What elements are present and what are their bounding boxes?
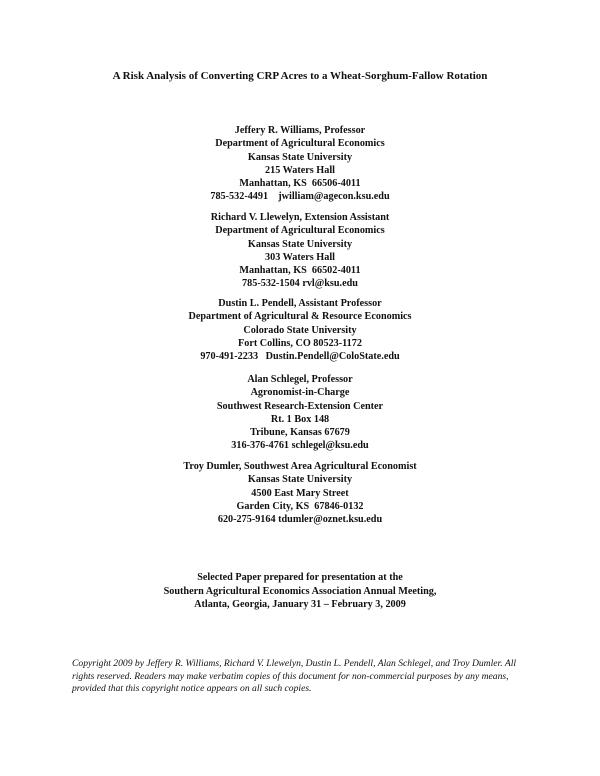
author-block-pendell [0,297,600,363]
author-department: Department of Agricultural Economics [215,138,385,150]
presentation-note-line: Atlanta, Georgia, January 31 – February 3, 2009 [194,599,406,610]
author-institution: Colorado State University [243,324,357,336]
presentation-note-line: Selected Paper prepared for presentation at the [197,572,403,583]
author-name: Richard V. Llewelyn, Extension Assistant [210,212,390,223]
author-role: Agronomist-in-Charge [250,387,350,399]
author-contact: 785-532-4491 jwilliam@agecon.ksu.edu [210,191,390,203]
author-department: Department of Agricultural & Resource Economics [188,311,412,323]
author-city: Manhattan, KS 66506-4011 [239,178,361,190]
presentation-note-line: Southern Agricultural Economics Association Annual Meeting, [163,585,437,597]
author-block-llewelyn [0,211,600,291]
author-block-dumler [0,460,600,526]
author-institution: Southwest Research-Extension Center [216,400,384,412]
author-block-schlegel [0,373,600,453]
presentation-note [0,571,600,612]
author-name: Troy Dumler, Southwest Area Agricultural Economist [183,461,417,472]
author-address: 4500 East Mary Street [251,487,349,499]
copyright-notice: Copyright 2009 by Jeffery R. Williams, Richard V. Llewelyn, Dustin L. Pendell, Alan Schlegel, and Troy Dumler. All rights reserved. Readers may make verbatim copies of this document for non-commercial purposes by any means, provided that this copyright notice appears on all such copies. [72,658,517,695]
author-contact: 620-275-9164 tdumler@oznet.ksu.edu [217,514,383,526]
author-address: 215 Waters Hall [265,164,335,176]
author-city: Fort Collins, CO 80523-1172 [238,337,362,349]
author-institution: Kansas State University [247,474,353,486]
author-city: Manhattan, KS 66502-4011 [239,265,361,277]
author-block-williams [0,124,600,204]
author-name: Dustin L. Pendell, Assistant Professor [218,298,382,309]
author-institution: Kansas State University [247,151,353,163]
author-contact: 970-491-2233 Dustin.Pendell@ColoState.edu [200,351,400,363]
author-address: Rt. 1 Box 148 [270,413,330,425]
author-contact: 316-376-4761 schlegel@ksu.edu [231,440,369,452]
author-name: Jeffery R. Williams, Professor [234,125,366,136]
author-contact: 785-532-1504 rvl@ksu.edu [242,278,358,290]
paper-title: A Risk Analysis of Converting CRP Acres to a Wheat-Sorghum-Fallow Rotation [112,70,488,82]
author-institution: Kansas State University [247,238,353,250]
author-name: Alan Schlegel, Professor [247,374,353,385]
author-department: Department of Agricultural Economics [215,225,385,237]
author-address: 303 Waters Hall [265,251,335,263]
author-city: Tribune, Kansas 67679 [250,427,350,439]
author-city: Garden City, KS 67846-0132 [236,500,364,512]
